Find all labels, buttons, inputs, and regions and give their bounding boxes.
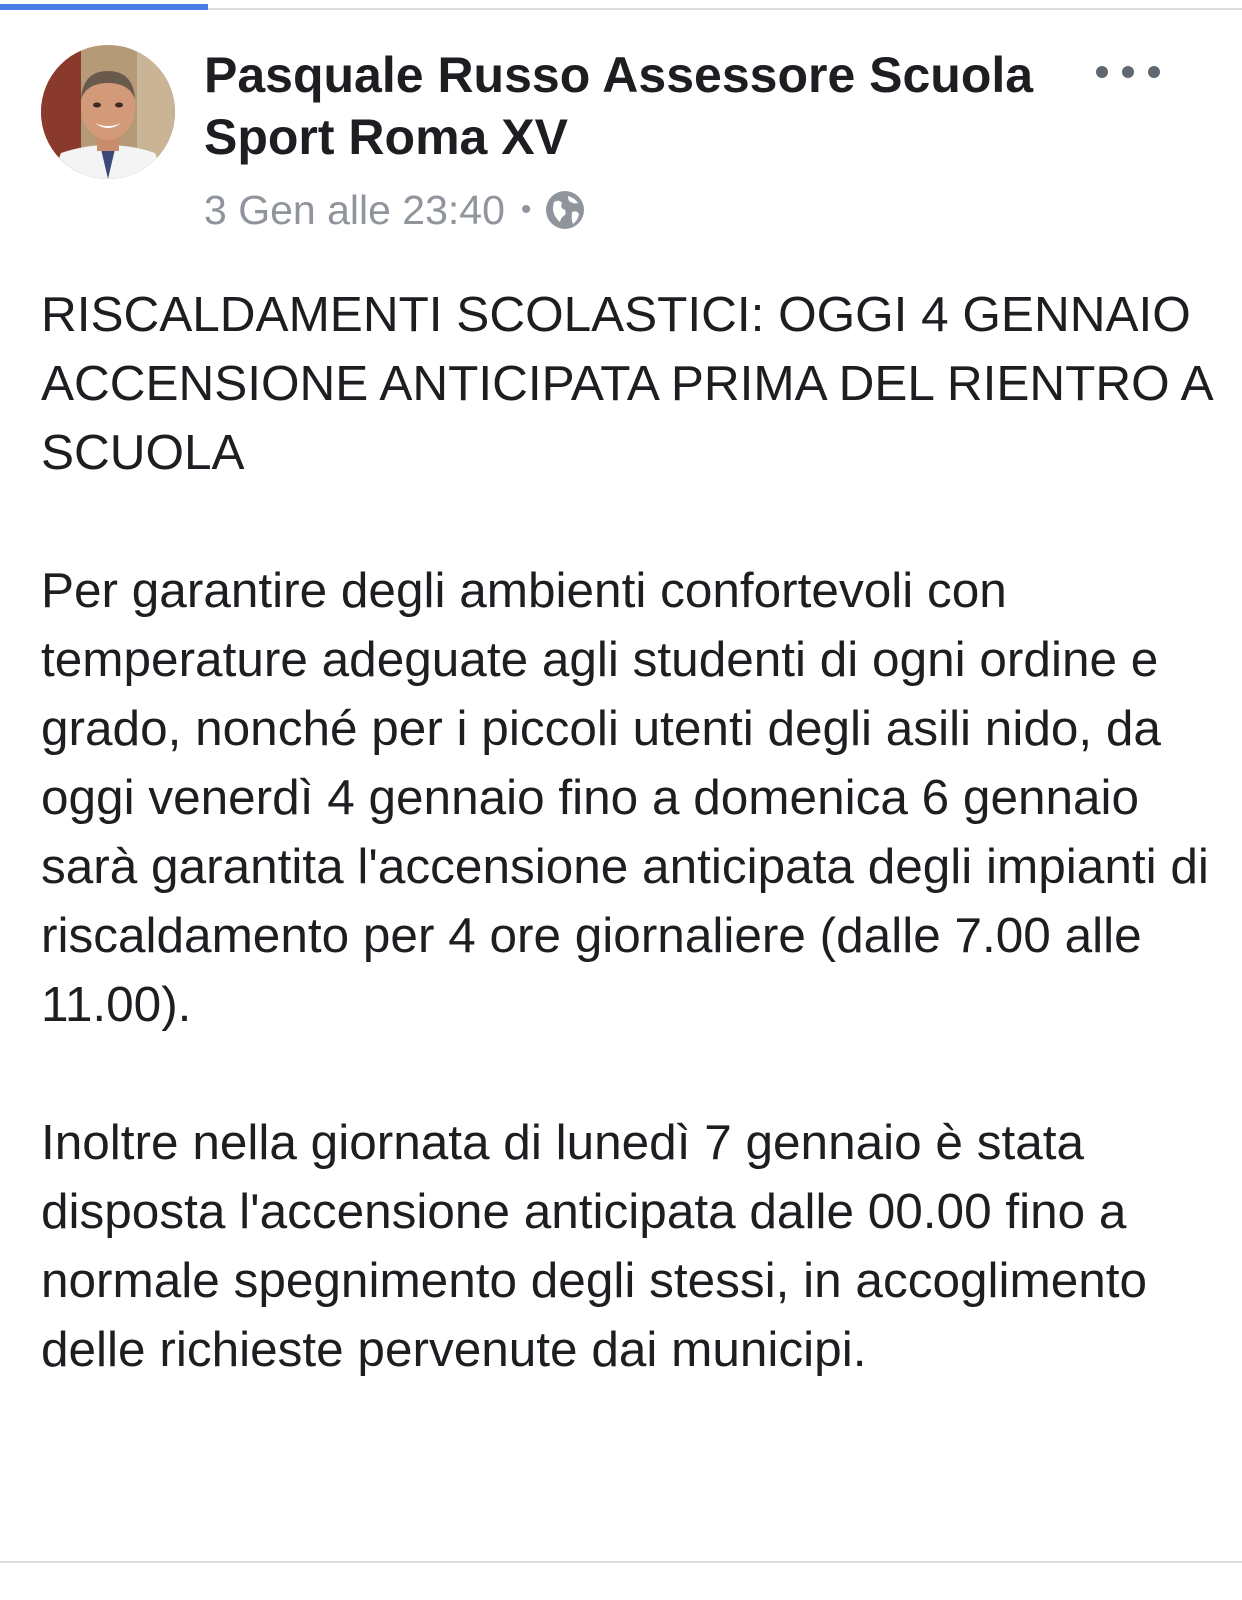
post-meta	[204, 184, 585, 236]
post-options-button[interactable]	[1096, 55, 1160, 89]
post-body	[41, 280, 1211, 1384]
post-paragraph-1: Per garantire degli ambienti confortevoli con temperature adeguate agli studenti di ogni ordine e grado, nonché per i piccoli utenti degli asili nido, da oggi venerdì 4 gennaio fino a domenica 6 gennaio sarà garantita l'accensione anticipata degli impianti di riscaldamento per 4 ore giornaliere (dalle 7.00 alle 11.00).	[41, 563, 1209, 1032]
bottom-divider	[0, 1561, 1242, 1563]
author-name[interactable]: Pasquale Russo Assessore Scuola Sport Roma XV	[204, 47, 1034, 165]
more-dots-icon-dot-2	[1122, 66, 1134, 78]
avatar[interactable]	[41, 45, 175, 179]
post-timestamp[interactable]: 3 Gen alle 23:40	[204, 186, 505, 233]
meta-separator: •	[520, 193, 532, 226]
more-dots-icon	[1096, 66, 1108, 78]
globe-icon[interactable]	[545, 190, 585, 230]
more-dots-icon-dot-3	[1148, 66, 1160, 78]
post-paragraph-2: Inoltre nella giornata di lunedì 7 gennaio è stata disposta l'accensione anticipata dalle 00.00 fino a normale spegnimento degli stessi, in accoglimento delle richieste pervenute dai municipi.	[41, 1115, 1148, 1377]
avatar-photo	[41, 45, 175, 179]
post-headline: RISCALDAMENTI SCOLASTICI: OGGI 4 GENNAIO ACCENSIONE ANTICIPATA PRIMA DEL RIENTRO A SCUOLA	[41, 287, 1211, 480]
